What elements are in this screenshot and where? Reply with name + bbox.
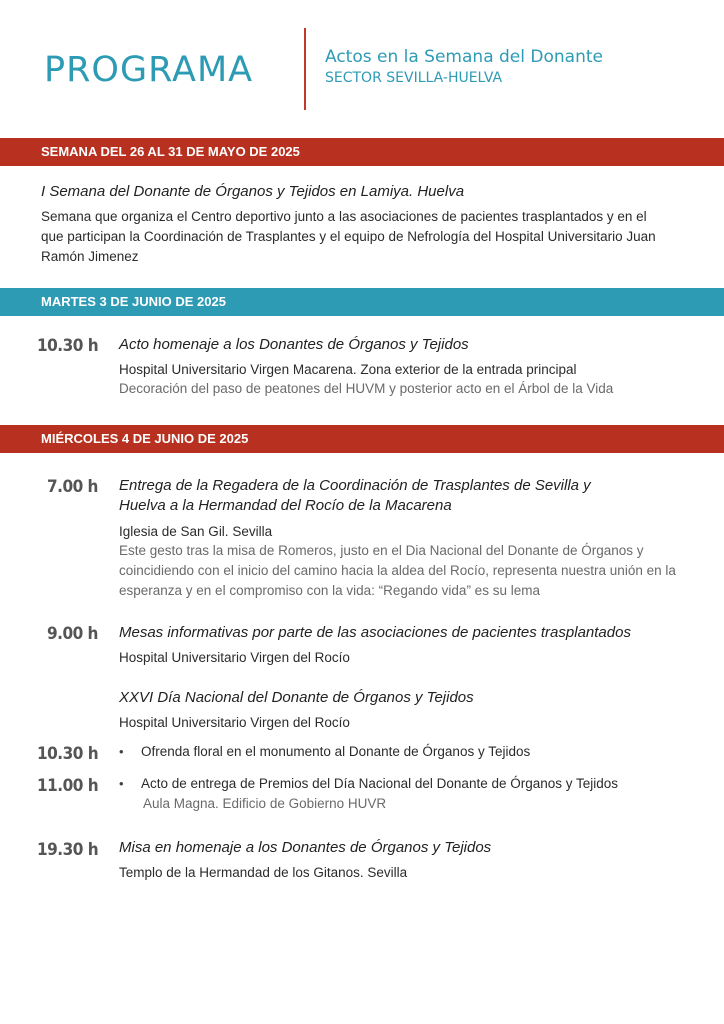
event-time: 11.00 h	[37, 776, 99, 796]
header-sector: SECTOR SEVILLA-HUELVA	[325, 70, 503, 86]
list-item: Ofrenda floral en el monumento al Donante de Órganos y Tejidos	[141, 744, 531, 759]
intro-event-description: Semana que organiza el Centro deportivo junto a las asociaciones de pacientes trasplantados y en el que participan la Coordinación de Trasplantes y el equipo de Nefrología del Hospital Universitario Juan Ramón Jimenez	[41, 209, 656, 264]
section-band-week: SEMANA DEL 26 AL 31 DE MAYO DE 2025	[0, 138, 724, 166]
event-title: Acto homenaje a los Donantes de Órganos y Tejidos	[119, 336, 469, 353]
event-location: Hospital Universitario Virgen Macarena. Zona exterior de la entrada principal	[119, 362, 577, 377]
event-time: 19.30 h	[37, 840, 99, 860]
header-subtitle: Actos en la Semana del Donante	[325, 47, 603, 67]
list-item-location: Aula Magna. Edificio de Gobierno HUVR	[143, 796, 387, 811]
section-band-wednesday: MIÉRCOLES 4 DE JUNIO DE 2025	[0, 425, 724, 453]
event-location: Hospital Universitario Virgen del Rocío	[119, 650, 350, 665]
event-title-line2: Huelva a la Hermandad del Rocío de la Macarena	[119, 497, 452, 514]
event-time: 7.00 h	[47, 477, 98, 497]
event-location: Templo de la Hermandad de los Gitanos. Sevilla	[119, 865, 408, 880]
event-time: 10.30 h	[37, 336, 99, 356]
event-description: Este gesto tras la misa de Romeros, justo en el Dia Nacional del Donante de Órganos y coincidiendo con el inicio del camino hacia la aldea del Rocío, representa nuestra unión en la esperanza y en el compromiso con la vida: “Regando vida” es su lema	[119, 543, 676, 598]
header-divider	[304, 28, 306, 110]
event-title: Misa en homenaje a los Donantes de Órganos y Tejidos	[119, 839, 492, 856]
event-title: Mesas informativas por parte de las asociaciones de pacientes trasplantados	[119, 624, 631, 641]
section-band-tuesday: MARTES 3 DE JUNIO DE 2025	[0, 288, 724, 316]
event-title-line1: Entrega de la Regadera de la Coordinación de Trasplantes de Sevilla y	[119, 477, 591, 494]
event-title: XXVI Día Nacional del Donante de Órganos y Tejidos	[119, 689, 474, 706]
event-time: 9.00 h	[47, 624, 98, 644]
event-time: 10.30 h	[37, 744, 99, 764]
event-description: Decoración del paso de peatones del HUVM y posterior acto en el Árbol de la Vida	[119, 381, 614, 396]
list-item: Acto de entrega de Premios del Día Nacional del Donante de Órganos y Tejidos	[141, 776, 619, 791]
event-location: Hospital Universitario Virgen del Rocío	[119, 715, 350, 730]
page-title: PROGRAMA	[44, 50, 254, 90]
bullet-marker: •	[119, 776, 124, 791]
event-location: Iglesia de San Gil. Sevilla	[119, 524, 273, 539]
bullet-marker: •	[119, 744, 124, 759]
intro-event-title: I Semana del Donante de Órganos y Tejidos en Lamiya. Huelva	[41, 183, 465, 200]
